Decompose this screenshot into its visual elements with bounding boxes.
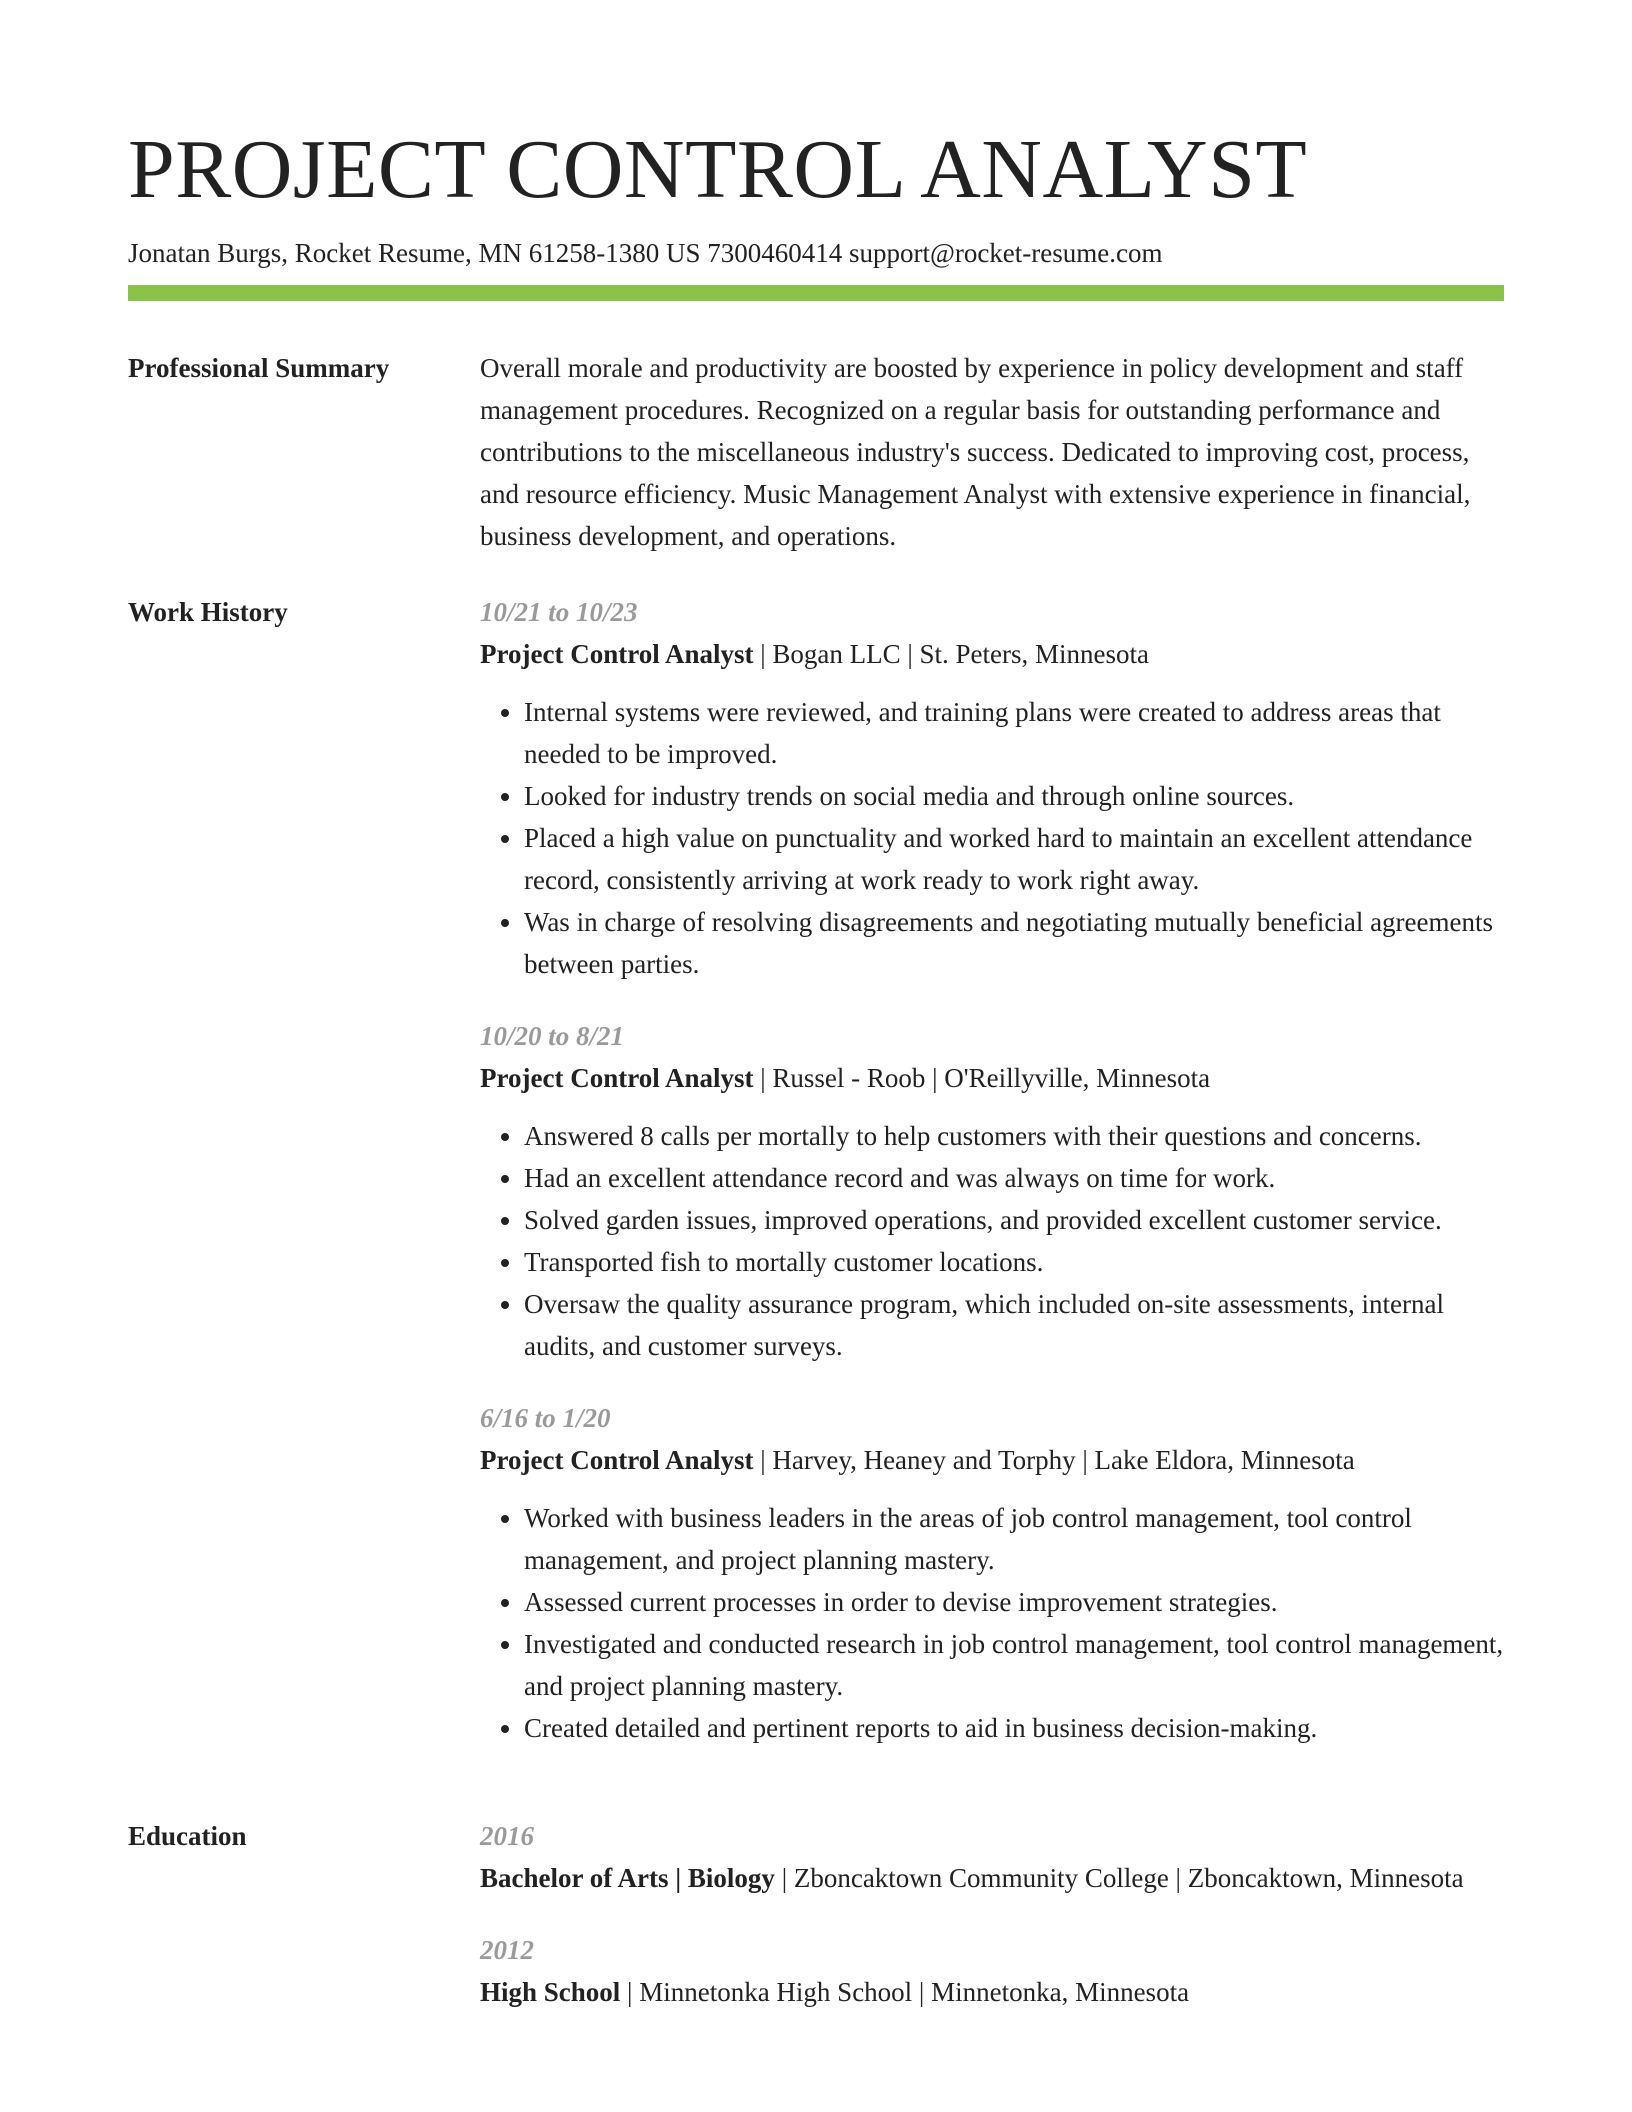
education-line bbox=[480, 1971, 1504, 2013]
summary-body bbox=[480, 347, 1504, 557]
job-entry bbox=[480, 1015, 1504, 1367]
education-entry bbox=[480, 1929, 1504, 2013]
list-item: • Internal systems were reviewed, and training plans were created to address areas that needed to be improved. bbox=[524, 691, 1504, 775]
education-degree: Bachelor of Arts | Biology bbox=[480, 1863, 775, 1893]
list-item: • Was in charge of resolving disagreements and negotiating mutually beneficial agreements between parties. bbox=[524, 901, 1504, 985]
education-body bbox=[480, 1815, 1504, 2031]
education-year: 2016 bbox=[480, 1821, 534, 1851]
education-year: 2012 bbox=[480, 1935, 534, 1965]
list-item: • Solved garden issues, improved operations, and provided excellent customer service. bbox=[524, 1199, 1504, 1241]
summary-text: Overall morale and productivity are boosted by experience in policy development and staff management procedures. Recognized on a regular basis for outstanding performance and contributions to the miscellaneous industry's success. Dedicated to improving cost, process, and resource efficiency. Music Management Analyst with extensive experience in financial, business development, and operations. bbox=[480, 353, 1471, 551]
education-details: | Minnetonka High School | Minnetonka, Minnesota bbox=[620, 1977, 1190, 2007]
job-title-line bbox=[480, 633, 1504, 675]
job-bullets bbox=[480, 1497, 1504, 1749]
list-item: • Placed a high value on punctuality and worked hard to maintain an excellent attendance record, consistently arriving at work ready to work right away. bbox=[524, 817, 1504, 901]
job-details: | Harvey, Heaney and Torphy | Lake Eldora, Minnesota bbox=[753, 1445, 1355, 1475]
list-item: • Investigated and conducted research in job control management, tool control management, and project planning mastery. bbox=[524, 1623, 1504, 1707]
education-entry bbox=[480, 1815, 1504, 1899]
job-role: Project Control Analyst bbox=[480, 1063, 754, 1093]
job-details: | Bogan LLC | St. Peters, Minnesota bbox=[753, 639, 1150, 669]
accent-divider bbox=[128, 285, 1504, 301]
job-role: Project Control Analyst bbox=[480, 639, 754, 669]
job-dates: 10/21 to 10/23 bbox=[480, 597, 638, 627]
section-label-work-history: Work History bbox=[128, 597, 288, 627]
job-entry bbox=[480, 591, 1504, 985]
job-bullets bbox=[480, 691, 1504, 985]
list-item: • Created detailed and pertinent reports to aid in business decision-making. bbox=[524, 1707, 1504, 1749]
section-label-summary: Professional Summary bbox=[128, 353, 390, 383]
list-item: • Looked for industry trends on social media and through online sources. bbox=[524, 775, 1504, 817]
contact-line: Jonatan Burgs, Rocket Resume, MN 61258-1380 US 7300460414 support@rocket-resume.com bbox=[128, 238, 1163, 268]
education-details: | Zboncaktown Community College | Zboncaktown, Minnesota bbox=[774, 1863, 1464, 1893]
list-item: • Assessed current processes in order to devise improvement strategies. bbox=[524, 1581, 1504, 1623]
job-title-line bbox=[480, 1057, 1504, 1099]
list-item: • Transported fish to mortally customer locations. bbox=[524, 1241, 1504, 1283]
resume-header bbox=[128, 120, 1504, 270]
job-title-line bbox=[480, 1439, 1504, 1481]
education-degree: High School bbox=[480, 1977, 621, 2007]
job-entry bbox=[480, 1397, 1504, 1749]
section-label-education: Education bbox=[128, 1821, 247, 1851]
job-bullets bbox=[480, 1115, 1504, 1367]
job-role: Project Control Analyst bbox=[480, 1445, 754, 1475]
education-line bbox=[480, 1857, 1504, 1899]
page-title: PROJECT CONTROL ANALYST bbox=[128, 123, 1308, 216]
list-item: • Had an excellent attendance record and was always on time for work. bbox=[524, 1157, 1504, 1199]
list-item: • Answered 8 calls per mortally to help customers with their questions and concerns. bbox=[524, 1115, 1504, 1157]
work-history-body bbox=[480, 591, 1504, 1767]
job-details: | Russel - Roob | O'Reillyville, Minnesota bbox=[753, 1063, 1211, 1093]
job-dates: 10/20 to 8/21 bbox=[480, 1021, 625, 1051]
list-item: • Worked with business leaders in the areas of job control management, tool control management, and project planning mastery. bbox=[524, 1497, 1504, 1581]
list-item: • Oversaw the quality assurance program, which included on-site assessments, internal audits, and customer surveys. bbox=[524, 1283, 1504, 1367]
job-dates: 6/16 to 1/20 bbox=[480, 1403, 611, 1433]
